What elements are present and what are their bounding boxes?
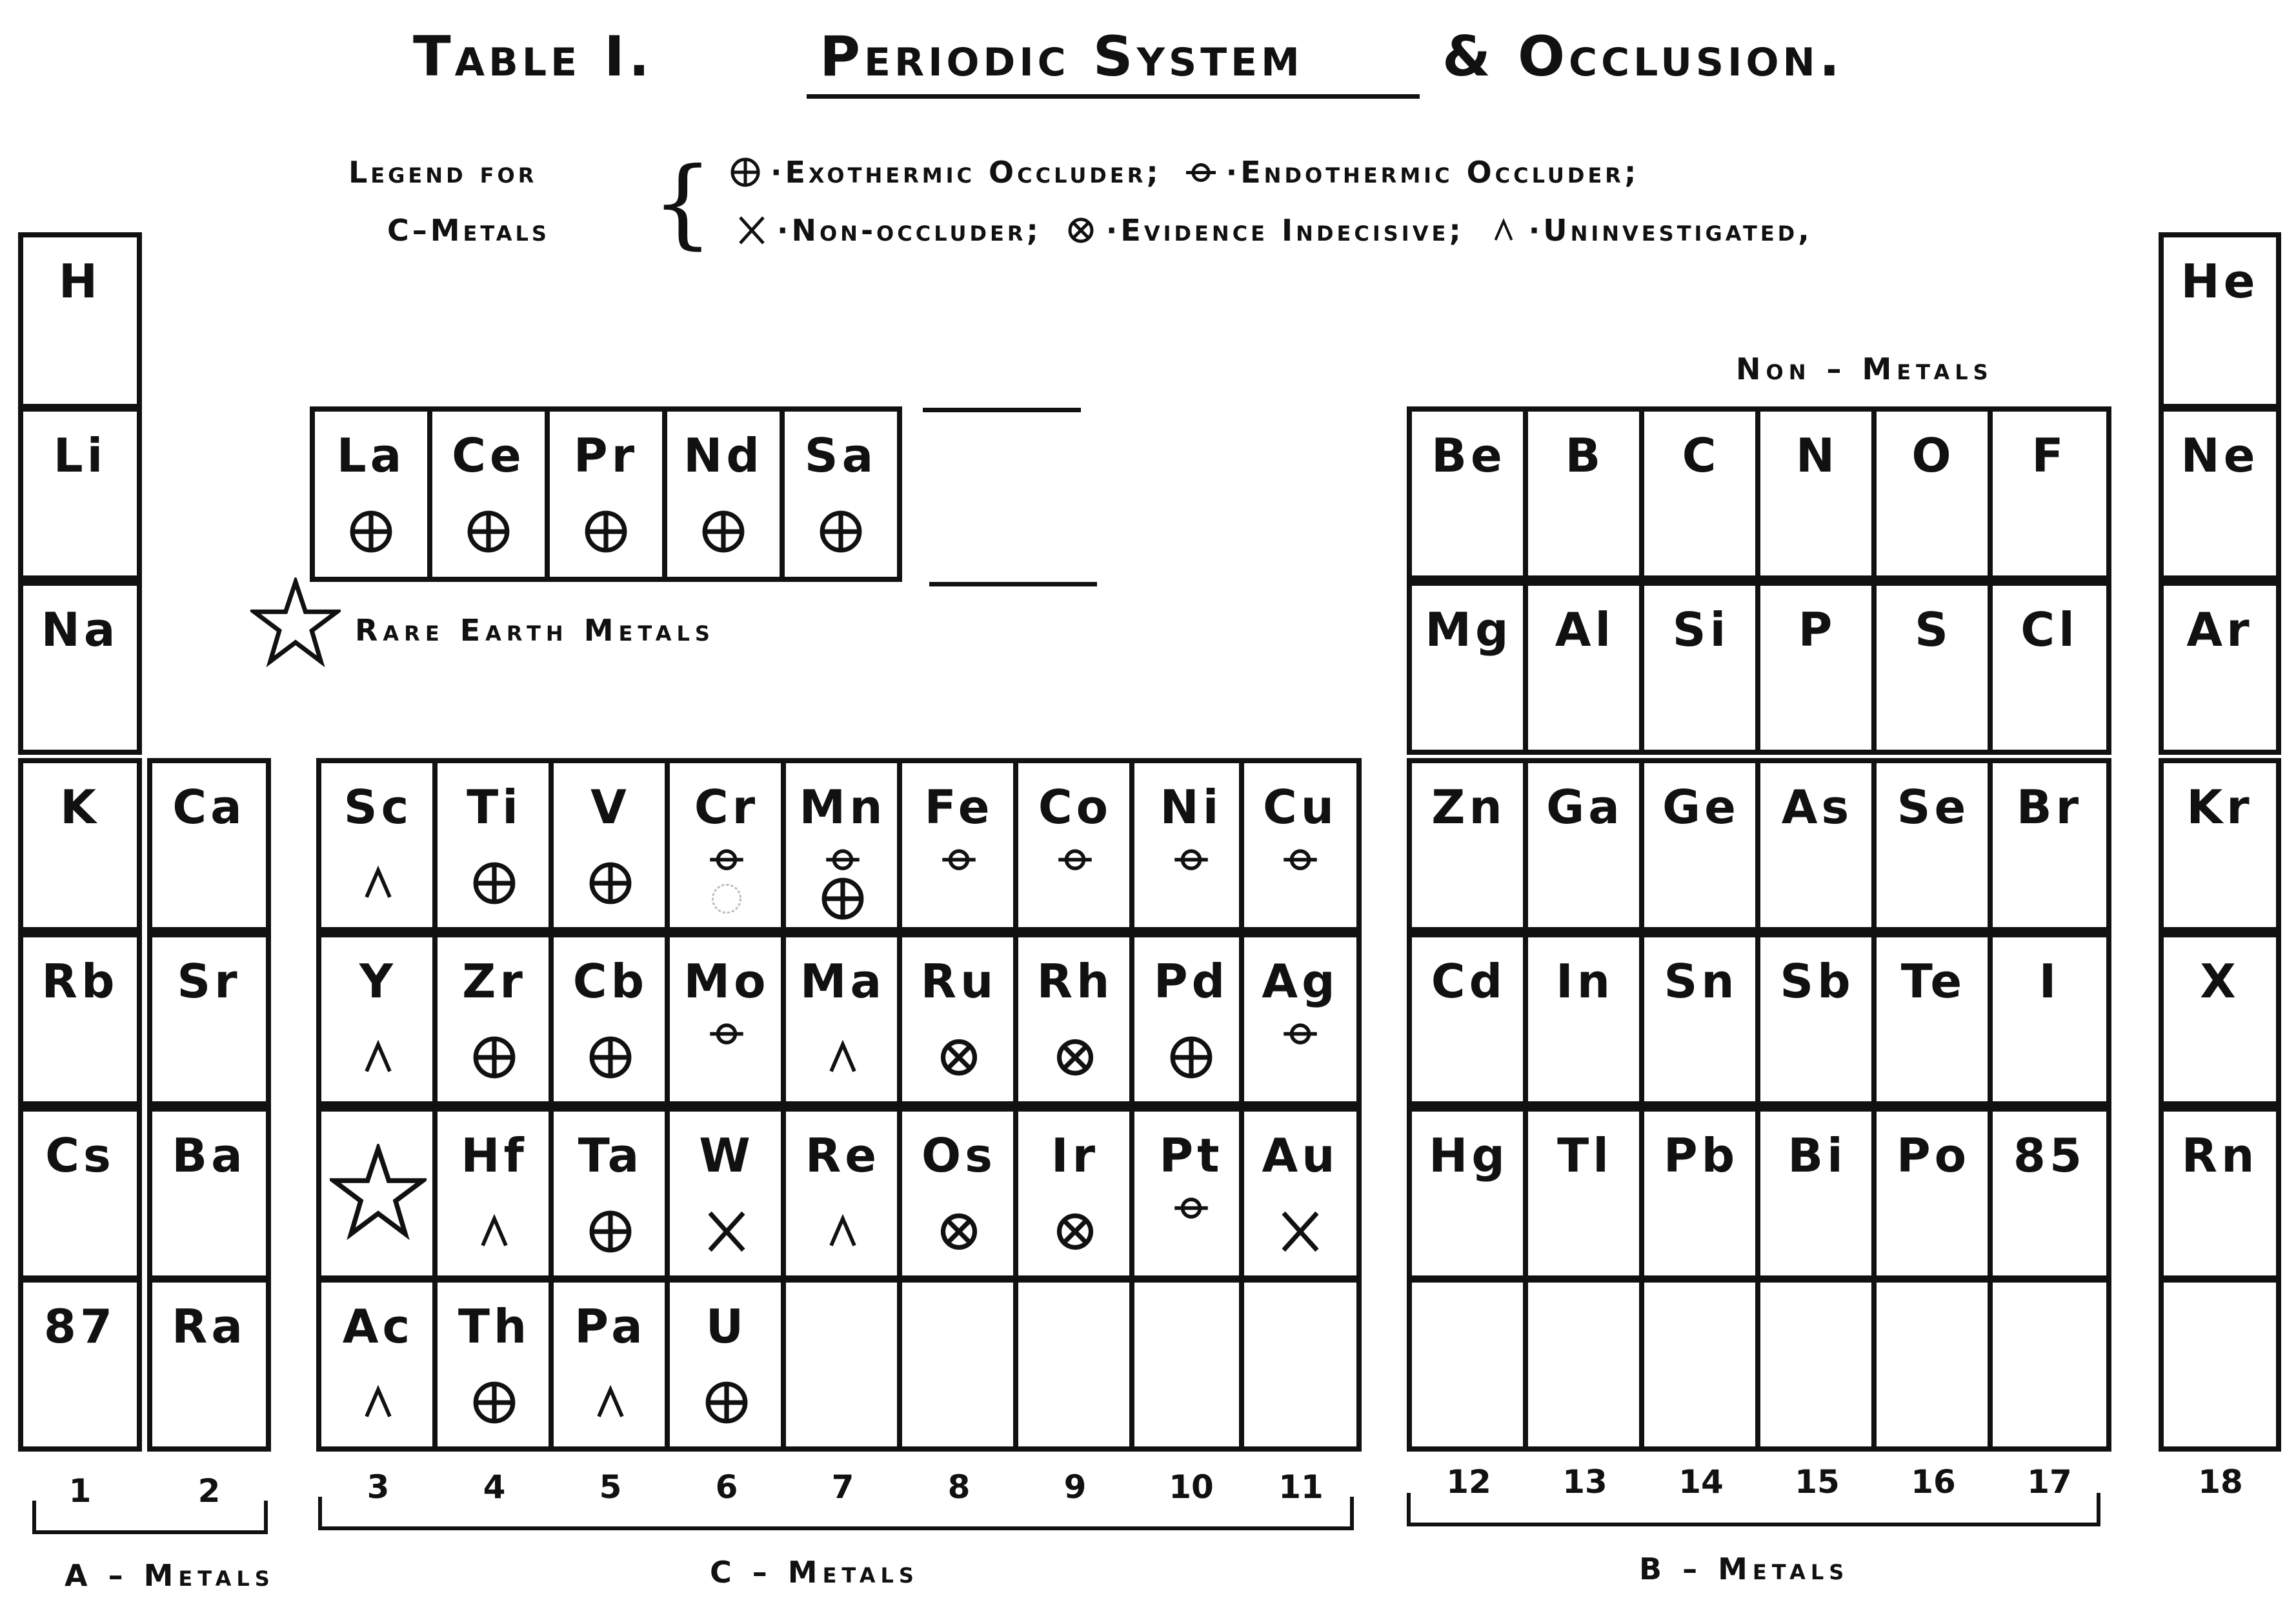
element-cell-ma (781, 932, 905, 1106)
element-cell-ru (897, 932, 1021, 1106)
element-cell-mn (781, 758, 905, 932)
element-cell-ac (316, 1277, 440, 1452)
element-symbol: Cr (694, 780, 760, 834)
element-cell-n (1755, 406, 1879, 581)
element-cell-ti (432, 758, 556, 932)
element-symbol: Hf (461, 1128, 528, 1183)
element-cell-zn (1407, 758, 1531, 932)
element-symbol: Os (921, 1128, 997, 1183)
group-number: 17 (2027, 1463, 2072, 1501)
element-cell-cb (549, 932, 672, 1106)
element-symbol: Cs (45, 1128, 115, 1183)
empty-cell (1239, 1277, 1362, 1452)
b-metals-bracket (1407, 1523, 2100, 1526)
element-symbol: 85 (2013, 1128, 2086, 1183)
element-cell-ra (147, 1277, 271, 1452)
evidence-indecisive-icon (902, 1034, 1016, 1083)
empty-cell (1871, 1277, 1995, 1452)
exothermic-occluder-icon (438, 1034, 551, 1083)
element-symbol: Rh (1036, 954, 1114, 1008)
element-cell-ba (147, 1106, 271, 1281)
element-symbol: Cd (1431, 954, 1507, 1008)
legend-text: ·Exothermic Occluder; (770, 155, 1162, 190)
element-cell-mg (1407, 581, 1531, 755)
element-symbol: Co (1038, 780, 1113, 834)
evidence-indecisive-icon (1018, 1208, 1132, 1257)
element-cell-ca (147, 758, 271, 932)
element-cell-hg (1407, 1106, 1531, 1281)
empty-cell (781, 1277, 905, 1452)
element-symbol: Pd (1153, 954, 1229, 1008)
element-cell-fe (897, 758, 1021, 932)
legend-line1 (729, 155, 1653, 190)
group-number: 1 (68, 1472, 92, 1510)
empty-cell (897, 1277, 1021, 1452)
element-symbol: Na (41, 603, 119, 657)
element-symbol: Ga (1546, 780, 1624, 834)
element-cell-co (1013, 758, 1137, 932)
element-cell-o (1871, 406, 1995, 581)
element-symbol: Rn (2181, 1128, 2259, 1183)
uninvestigated-icon (321, 860, 435, 909)
element-symbol: Zn (1431, 780, 1506, 834)
element-symbol: Kr (2186, 780, 2253, 834)
element-symbol: Ac (342, 1299, 414, 1354)
element-symbol: Ti (467, 780, 522, 834)
element-symbol: Pa (574, 1299, 647, 1354)
element-symbol: Ce (452, 428, 525, 483)
element-cell-rh (1013, 932, 1137, 1106)
group-number: 18 (2198, 1463, 2243, 1501)
empty-cell (1639, 1277, 1763, 1452)
element-cell-os (897, 1106, 1021, 1281)
element-cell-mo (665, 932, 789, 1106)
uninvestigated-icon (321, 1379, 435, 1428)
element-symbol: Te (1900, 954, 1966, 1008)
element-cell-ne (2159, 406, 2281, 581)
uninvestigated-icon (554, 1379, 667, 1428)
endothermic-occluder-icon (1134, 847, 1248, 875)
element-cell-te (1871, 932, 1995, 1106)
element-cell-cs (18, 1106, 142, 1281)
element-cell-bi (1755, 1106, 1879, 1281)
element-cell-f (1988, 406, 2111, 581)
element-cell-ga (1523, 758, 1647, 932)
empty-cell (2159, 1277, 2281, 1452)
group-number: 16 (1911, 1463, 1956, 1501)
element-cell-al (1523, 581, 1647, 755)
element-cell-pd (1129, 932, 1253, 1106)
element-symbol: As (1781, 780, 1853, 834)
a-bracket-right-tick (264, 1501, 268, 1530)
element-symbol: La (336, 428, 406, 483)
element-symbol: Mg (1425, 603, 1513, 657)
legend-exo-icon (729, 156, 761, 188)
element-symbol: Re (805, 1128, 881, 1183)
element-symbol: Li (53, 428, 107, 483)
element-symbol: Sb (1780, 954, 1855, 1008)
legend-endo-icon (1185, 161, 1217, 184)
element-cell-y (316, 932, 440, 1106)
element-cell-b (1523, 406, 1647, 581)
element-cell-be (1407, 406, 1531, 581)
element-cell-cu (1239, 758, 1362, 932)
element-symbol: Si (1672, 603, 1730, 657)
legend-text: ·Evidence Indecisive; (1105, 213, 1464, 248)
element-cell-au (1239, 1106, 1362, 1281)
exothermic-occluder-icon (315, 508, 427, 557)
element-cell-ta (549, 1106, 672, 1281)
element-symbol: Al (1555, 603, 1615, 657)
a-metals-bracket (32, 1530, 268, 1534)
element-symbol: Cu (1262, 780, 1338, 834)
c-metals-label: C – Metals (710, 1555, 919, 1590)
uninvestigated-icon (321, 1034, 435, 1083)
legend-line2 (736, 213, 1827, 248)
element-cell-k (18, 758, 142, 932)
element-cell-in (1523, 932, 1647, 1106)
element-cell-i (1988, 932, 2111, 1106)
group-number: 2 (197, 1472, 221, 1510)
legend-label-line1: Legend for (348, 155, 538, 190)
element-symbol: Ma (800, 954, 886, 1008)
empty-cell (1013, 1277, 1137, 1452)
element-cell-s (1871, 581, 1995, 755)
b-metals-label: B – Metals (1639, 1552, 1849, 1586)
exothermic-occluder-icon (550, 508, 662, 557)
element-cell-cd (1407, 932, 1531, 1106)
element-symbol: He (2180, 254, 2259, 308)
endothermic-occluder-icon (786, 847, 900, 875)
element-symbol: Pb (1663, 1128, 1739, 1183)
element-cell-ce (427, 406, 550, 582)
element-cell-u (665, 1277, 789, 1452)
element-cell-sb (1755, 932, 1879, 1106)
element-symbol: Cl (2020, 603, 2079, 657)
group-number: 5 (599, 1468, 622, 1506)
element-cell-sn (1639, 932, 1763, 1106)
legend-indecisive-icon (1065, 214, 1097, 246)
element-cell-br (1988, 758, 2111, 932)
group-number: 13 (1562, 1463, 1607, 1501)
rare-earth-label: Rare Earth Metals (355, 613, 715, 648)
dash-top (923, 408, 1081, 412)
table-number: Table I. (413, 25, 654, 89)
element-symbol: C (1682, 428, 1720, 483)
element-cell-pt (1129, 1106, 1253, 1281)
element-cell-c (1639, 406, 1763, 581)
legend-text: ·Endothermic Occluder; (1225, 155, 1640, 190)
legend-text: ·Uninvestigated, (1528, 213, 1813, 248)
element-cell-ag (1239, 932, 1362, 1106)
element-cell-si (1639, 581, 1763, 755)
element-symbol: N (1795, 428, 1839, 483)
element-symbol: Pr (573, 428, 639, 483)
element-symbol: H (58, 254, 102, 308)
element-symbol: Ir (1051, 1128, 1100, 1183)
empty-cell (1129, 1277, 1253, 1452)
endothermic-occluder-icon (670, 847, 783, 875)
rare-earth-star-icon (321, 1144, 435, 1243)
element-symbol: S (1915, 603, 1952, 657)
element-symbol: Ag (1262, 954, 1339, 1008)
element-cell-se (1871, 758, 1995, 932)
element-cell-tl (1523, 1106, 1647, 1281)
element-cell-85 (1988, 1106, 2111, 1281)
endothermic-occluder-icon (1018, 847, 1132, 875)
empty-cell (1523, 1277, 1647, 1452)
element-symbol: Ni (1160, 780, 1223, 834)
group-number: 11 (1278, 1468, 1324, 1506)
element-symbol: Sr (177, 954, 241, 1008)
element-symbol: Fe (924, 780, 994, 834)
dash-bottom (929, 582, 1097, 586)
element-cell-rn (2159, 1106, 2281, 1281)
element-cell-kr (2159, 758, 2281, 932)
exothermic-occluder-icon (432, 508, 545, 557)
element-cell-re (781, 1106, 905, 1281)
exothermic-occluder-icon (786, 875, 900, 924)
b-bracket-left-tick (1407, 1493, 1411, 1523)
endothermic-occluder-icon (1244, 847, 1356, 875)
element-symbol: Mo (683, 954, 770, 1008)
element-symbol: Ca (172, 780, 246, 834)
a-bracket-left-tick (32, 1501, 36, 1530)
element-cell-x (2159, 932, 2281, 1106)
element-cell-rb (18, 932, 142, 1106)
endothermic-occluder-icon (902, 847, 1016, 875)
evidence-indecisive-icon (902, 1208, 1016, 1257)
element-cell-li (18, 406, 142, 581)
element-symbol: Rb (41, 954, 119, 1008)
element-cell-zr (432, 932, 556, 1106)
exothermic-occluder-icon (438, 1379, 551, 1428)
element-symbol: Ba (172, 1128, 247, 1183)
legend-brace: { (652, 147, 714, 259)
exothermic-occluder-icon (1134, 1034, 1248, 1083)
element-cell-ni (1129, 758, 1253, 932)
non-occluder-icon (1244, 1208, 1356, 1257)
group-number: 4 (483, 1468, 506, 1506)
legend-label-line2: C–Metals (387, 213, 550, 248)
element-symbol: Sa (804, 428, 878, 483)
uninvestigated-icon (786, 1034, 900, 1083)
group-number: 14 (1678, 1463, 1724, 1501)
faint-circle-icon (670, 875, 783, 924)
a-metals-label: A – Metals (65, 1558, 275, 1593)
element-symbol: 87 (43, 1299, 117, 1354)
element-symbol: Bi (1787, 1128, 1847, 1183)
element-symbol: Be (1431, 428, 1506, 483)
element-symbol: V (590, 780, 630, 834)
element-cell-p (1755, 581, 1879, 755)
uninvestigated-icon (786, 1208, 900, 1257)
group-number: 12 (1446, 1463, 1491, 1501)
group-number: 8 (947, 1468, 971, 1506)
element-symbol: Sc (343, 780, 413, 834)
element-cell-ir (1013, 1106, 1137, 1281)
uninvestigated-icon (438, 1208, 551, 1257)
endothermic-occluder-icon (670, 1021, 783, 1049)
element-cell-as (1755, 758, 1879, 932)
endothermic-occluder-icon (1134, 1195, 1248, 1223)
title-underline (807, 94, 1420, 99)
element-cell-na (18, 581, 142, 755)
element-symbol: Ru (920, 954, 998, 1008)
exothermic-occluder-icon (438, 860, 551, 909)
empty-cell (1755, 1277, 1879, 1452)
element-symbol: U (705, 1299, 748, 1354)
endothermic-occluder-icon (1244, 1021, 1356, 1049)
element-symbol: Po (1896, 1128, 1971, 1183)
element-cell-cl (1988, 581, 2111, 755)
element-cell-pb (1639, 1106, 1763, 1281)
element-symbol: Ne (2180, 428, 2259, 483)
exothermic-occluder-icon (667, 508, 780, 557)
exothermic-occluder-icon (670, 1379, 783, 1428)
c-bracket-right-tick (1350, 1497, 1354, 1526)
element-cell-th (432, 1277, 556, 1452)
element-cell-he (2159, 232, 2281, 409)
element-cell-ar (2159, 581, 2281, 755)
exothermic-occluder-icon (554, 860, 667, 909)
element-cell-nd (662, 406, 785, 582)
evidence-indecisive-icon (1018, 1034, 1132, 1083)
element-cell-h (18, 232, 142, 409)
element-cell-sa (780, 406, 902, 582)
group-number: 7 (831, 1468, 854, 1506)
element-symbol: Nd (683, 428, 763, 483)
non-metals-label: Non – Metals (1736, 352, 1993, 386)
legend-uninvestigated-icon (1487, 214, 1520, 246)
c-bracket-left-tick (318, 1497, 322, 1526)
b-bracket-right-tick (2097, 1493, 2100, 1523)
element-symbol: K (60, 780, 100, 834)
element-cell-v (549, 758, 672, 932)
element-symbol: Pt (1159, 1128, 1224, 1183)
element-symbol: Au (1262, 1128, 1339, 1183)
c-metals-bracket (318, 1526, 1354, 1530)
element-cell-sr (147, 932, 271, 1106)
element-symbol: O (1911, 428, 1955, 483)
element-cell-pa (549, 1277, 672, 1452)
element-symbol: Mn (799, 780, 887, 834)
element-cell-la (310, 406, 432, 582)
element-symbol: Sn (1664, 954, 1738, 1008)
element-symbol: I (2039, 954, 2060, 1008)
group-number: 3 (367, 1468, 390, 1506)
element-symbol: In (1555, 954, 1615, 1008)
page-title: Periodic System (820, 25, 1304, 89)
element-symbol: Se (1897, 780, 1970, 834)
element-cell-ge (1639, 758, 1763, 932)
element-symbol: W (699, 1128, 754, 1183)
group-number: 15 (1795, 1463, 1840, 1501)
non-occluder-icon (670, 1208, 783, 1257)
element-symbol: Ra (171, 1299, 247, 1354)
element-cell-w (665, 1106, 789, 1281)
element-cell-po (1871, 1106, 1995, 1281)
group-number: 9 (1063, 1468, 1087, 1506)
exothermic-occluder-icon (785, 508, 897, 557)
element-symbol: Y (359, 954, 398, 1008)
group-number: 6 (715, 1468, 738, 1506)
empty-cell (1988, 1277, 2111, 1452)
element-symbol: Hg (1429, 1128, 1509, 1183)
empty-cell (316, 1106, 440, 1281)
exothermic-occluder-icon (554, 1034, 667, 1083)
element-symbol: Cb (572, 954, 649, 1008)
element-symbol: Br (2016, 780, 2083, 834)
title-suffix: & Occlusion. (1442, 25, 1844, 89)
exothermic-occluder-icon (554, 1208, 667, 1257)
legend-text: ·Non-occluder; (777, 213, 1042, 248)
empty-cell (1407, 1277, 1531, 1452)
element-cell-87 (18, 1277, 142, 1452)
element-cell-hf (432, 1106, 556, 1281)
element-symbol: Ge (1662, 780, 1740, 834)
element-symbol: X (2200, 954, 2240, 1008)
legend-non-occluder-icon (736, 214, 768, 246)
element-symbol: B (1565, 428, 1605, 483)
element-symbol: P (1798, 603, 1837, 657)
element-cell-sc (316, 758, 440, 932)
element-symbol: Ta (578, 1128, 643, 1183)
element-cell-pr (545, 406, 667, 582)
element-symbol: F (2031, 428, 2068, 483)
rare-earth-star-icon (250, 577, 341, 670)
element-symbol: Zr (462, 954, 527, 1008)
element-symbol: Ar (2186, 603, 2253, 657)
element-symbol: Th (458, 1299, 531, 1354)
element-cell-cr (665, 758, 789, 932)
group-number: 10 (1169, 1468, 1214, 1506)
element-symbol: Tl (1557, 1128, 1613, 1183)
